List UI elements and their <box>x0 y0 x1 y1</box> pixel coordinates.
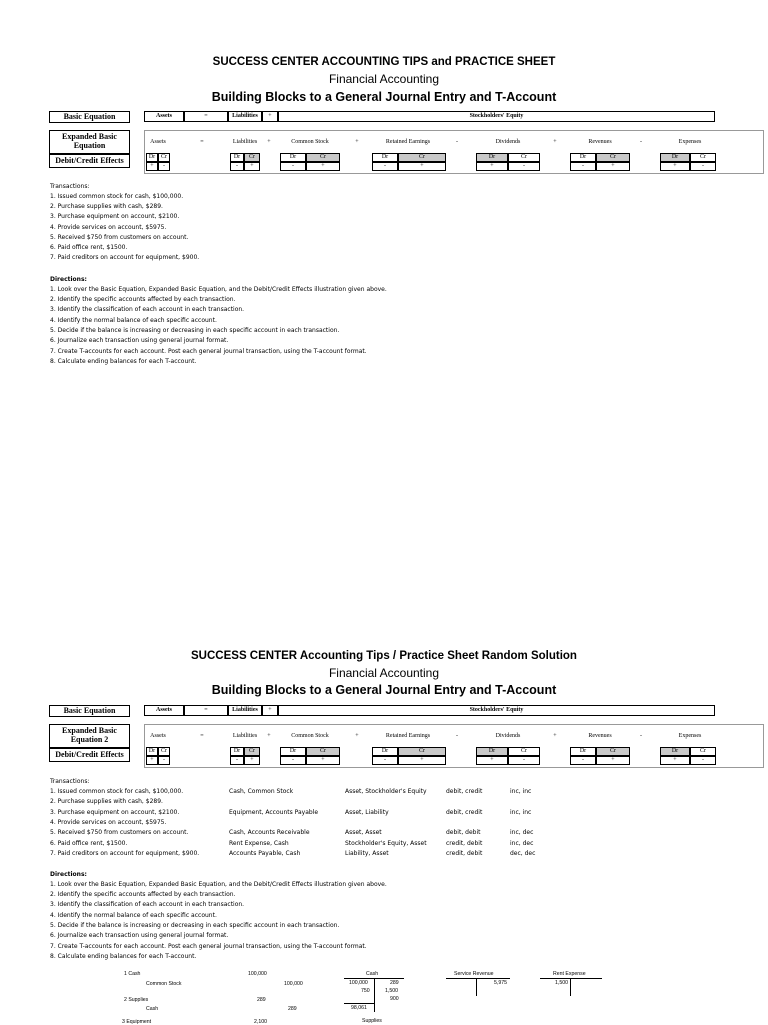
solution-normal-7: credit, debit <box>446 850 483 857</box>
solution-effect-7: dec, dec <box>510 850 536 857</box>
t-account-title: Supplies <box>362 1018 382 1024</box>
solution-effect-6: inc, dec <box>510 840 534 847</box>
expanded-liabilities: Liabilities <box>232 138 258 145</box>
cr-cell: Cr <box>158 153 170 162</box>
solution-accounts-5: Cash, Accounts Receivable <box>229 829 310 836</box>
solution-effect-3: inc, inc <box>510 809 532 816</box>
transaction-3: 3. Purchase equipment on account, $2100. <box>50 213 180 220</box>
sheet1-title: SUCCESS CENTER ACCOUNTING TIPS and PRACTICE SHEET <box>212 56 556 68</box>
direction-6: 6. Journalize each transaction using general journal format. <box>50 337 229 344</box>
directions-header-2: Directions: <box>50 871 87 878</box>
solution-normal-5: debit, debit <box>446 829 481 836</box>
direction-4: 4. Identify the normal balance of each specific account. <box>50 317 217 324</box>
solution-accounts-7: Accounts Payable, Cash <box>229 850 301 857</box>
direction-5: 5. Decide if the balance is increasing or decreasing in each specific account in each transaction. <box>50 327 340 334</box>
debit-credit-label: Debit/Credit Effects <box>49 154 130 168</box>
solution-class-7: Liability, Asset <box>345 850 389 857</box>
journal-entry-3-debit: 3 Equipment <box>122 1019 152 1025</box>
expanded-equation-label: Expanded Basic Equation <box>49 130 130 154</box>
solution-effect-1: inc, inc <box>510 788 532 795</box>
equals-cell: = <box>184 111 228 122</box>
expanded-expenses: Expenses <box>678 138 702 145</box>
solution-accounts-1: Cash, Common Stock <box>229 788 294 795</box>
transactions-header: Transactions: <box>50 183 90 190</box>
sheet2-subtitle: Financial Accounting <box>328 666 440 680</box>
transaction-1: 1. Issued common stock for cash, $100,000. <box>50 193 184 200</box>
direction-7: 7. Create T-accounts for each account. Post each general journal transaction, using the T-account format. <box>50 348 367 355</box>
solution-effect-5: inc, dec <box>510 829 534 836</box>
journal-entry-1-credit: Common Stock <box>146 981 182 987</box>
basic-equation-label: Basic Equation <box>49 111 130 123</box>
debit-credit-label-2: Debit/Credit Effects <box>49 748 130 762</box>
transaction-4: 4. Provide services on account, $5975. <box>50 224 167 231</box>
transaction-7: 7. Paid creditors on account for equipment, $900. <box>50 254 200 261</box>
solution-class-6: Stockholder's Equity, Asset <box>345 840 427 847</box>
directions-header: Directions: <box>50 276 87 283</box>
solution-accounts-6: Rent Expense, Cash <box>229 840 289 847</box>
solution-normal-3: debit, credit <box>446 809 483 816</box>
sheet2-title: SUCCESS CENTER Accounting Tips / Practice Sheet Random Solution <box>191 650 577 662</box>
dr-cell: Dr <box>146 153 158 162</box>
direction-8: 8. Calculate ending balances for each T-account. <box>50 358 197 365</box>
expanded-dividends: Dividends <box>495 138 521 145</box>
solution-class-5: Asset, Asset <box>345 829 382 836</box>
solution-accounts-3: Equipment, Accounts Payable <box>229 809 319 816</box>
direction-2: 2. Identify the specific accounts affected by each transaction. <box>50 296 236 303</box>
assets-cell: Assets <box>144 111 184 122</box>
transaction-2: 2. Purchase supplies with cash, $289. <box>50 203 163 210</box>
expanded-retained-earnings: Retained Earnings <box>385 138 431 145</box>
journal-entry-2-debit: 2 Supplies <box>124 997 149 1003</box>
direction-3: 3. Identify the classification of each account in each transaction. <box>50 306 245 313</box>
transaction-5: 5. Received $750 from customers on account. <box>50 234 189 241</box>
solution-class-1: Asset, Stockholder's Equity <box>345 788 427 795</box>
t-account-title: Cash <box>366 971 379 977</box>
expanded-revenues: Revenues <box>588 138 612 145</box>
direction-1: 1. Look over the Basic Equation, Expanded Basic Equation, and the Debit/Credit Effects illustration given above. <box>50 286 387 293</box>
journal-entry-1-debit: 1 Cash <box>124 971 141 977</box>
t-account-title: Rent Expense <box>553 971 586 977</box>
plus-cell: + <box>262 111 278 122</box>
sheet1-subtitle: Financial Accounting <box>328 72 440 86</box>
sheet1-heading: Building Blocks to a General Journal Entry and T-Account <box>211 90 557 104</box>
stockholders-equity-cell: Stockholders' Equity <box>278 111 715 122</box>
journal-entry-2-credit: Cash <box>146 1006 159 1012</box>
expanded-assets: Assets <box>150 138 166 145</box>
solution-normal-1: debit, credit <box>446 788 483 795</box>
expanded-common-stock: Common Stock <box>291 138 329 145</box>
solution-class-3: Asset, Liability <box>345 809 389 816</box>
liabilities-cell: Liabilities <box>228 111 262 122</box>
basic-equation-label-2: Basic Equation <box>49 705 130 717</box>
transactions-header-2: Transactions: <box>50 778 90 785</box>
sheet2-heading: Building Blocks to a General Journal Entry and T-Account <box>211 683 557 697</box>
transaction-6: 6. Paid office rent, $1500. <box>50 244 128 251</box>
solution-normal-6: credit, debit <box>446 840 483 847</box>
t-account-title: Service Revenue <box>454 971 494 977</box>
expanded-equation-label-2: Expanded Basic Equation 2 <box>49 724 130 748</box>
